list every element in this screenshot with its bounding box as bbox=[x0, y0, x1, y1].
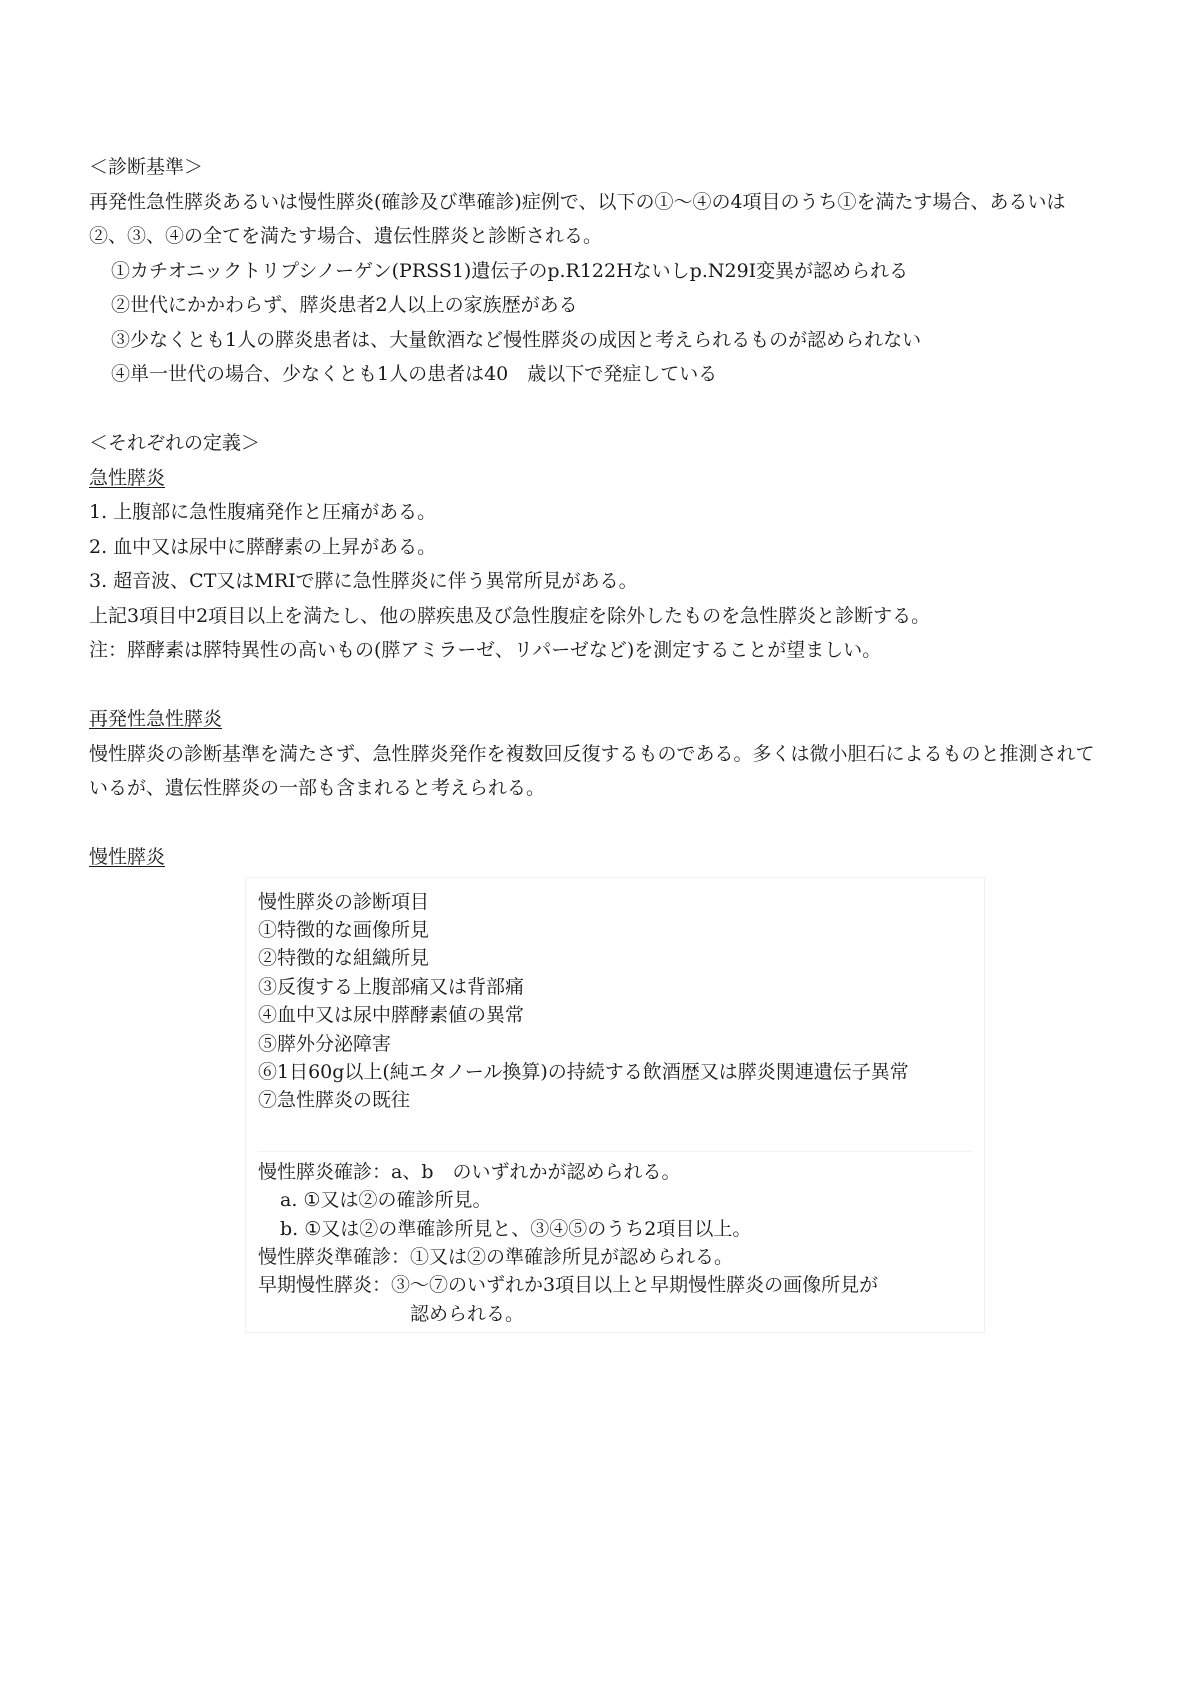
recurrent-text: 慢性膵炎の診断基準を満たさず、急性膵炎発作を複数回反復するものである。多くは微小胆石によるものと推測されているが、遺伝性膵炎の一部も含まれると考えられる。 bbox=[89, 742, 1095, 799]
chronic-items-section bbox=[258, 888, 972, 1152]
chronic-item-2: ②特徴的な組織所見 bbox=[258, 947, 430, 970]
chronic-probable: 慢性膵炎準確診：①又は②の準確診所見が認められる。 bbox=[258, 1245, 734, 1268]
acute-note: 注：膵酵素は膵特異性の高いもの(膵アミラーゼ、リパーゼなど)を測定することが望ましい。 bbox=[89, 639, 882, 661]
chronic-definite: 慢性膵炎確診：a、b のいずれかが認められる。 bbox=[258, 1160, 681, 1183]
criteria-heading: ＜診断基準＞ bbox=[89, 156, 204, 178]
acute-item-2: 2. 血中又は尿中に膵酵素の上昇がある。 bbox=[89, 535, 437, 558]
criteria-item-1: ①カチオニックトリプシノーゲン(PRSS1)遺伝子のp.R122Hないしp.N29I変異が認められる bbox=[111, 259, 909, 282]
acute-item-3: 3. 超音波、CT又はMRIで膵に急性膵炎に伴う異常所見がある。 bbox=[89, 570, 638, 592]
criteria-intro: 再発性急性膵炎あるいは慢性膵炎(確診及び準確診)症例で、以下の①～④の4項目のうち①を満たす場合、あるいは②、③、④の全てを満たす場合、遺伝性膵炎と診断される。 bbox=[89, 190, 1066, 247]
recurrent-title: 再発性急性膵炎 bbox=[89, 708, 223, 730]
acute-item-1: 1. 上腹部に急性腹痛発作と圧痛がある。 bbox=[89, 501, 437, 523]
chronic-early-line-1: 早期慢性膵炎：③～⑦のいずれか3項目以上と早期慢性膵炎の画像所見が bbox=[258, 1274, 879, 1297]
chronic-item-3: ③反復する上腹部痛又は背部痛 bbox=[258, 975, 525, 998]
criteria-item-4: ④単一世代の場合、少なくとも1人の患者は40 歳以下で発症している bbox=[111, 363, 718, 385]
definitions-heading: ＜それぞれの定義＞ bbox=[89, 432, 261, 454]
document-page bbox=[89, 150, 1099, 1333]
chronic-early-line-2: 認められる。 bbox=[410, 1302, 525, 1325]
chronic-title: 慢性膵炎 bbox=[89, 846, 166, 868]
chronic-definite-a: a. ①又は②の確診所見。 bbox=[280, 1189, 492, 1212]
acute-summary: 上記3項目中2項目以上を満たし、他の膵疾患及び急性腹症を除外したものを急性膵炎と診断する。 bbox=[89, 604, 931, 627]
chronic-criteria-box bbox=[245, 877, 985, 1334]
chronic-item-1: ①特徴的な画像所見 bbox=[258, 918, 430, 941]
chronic-item-4: ④血中又は尿中膵酵素値の異常 bbox=[258, 1004, 525, 1027]
chronic-item-5: ⑤膵外分泌障害 bbox=[258, 1032, 392, 1055]
chronic-items-title: 慢性膵炎の診断項目 bbox=[258, 890, 430, 913]
acute-title: 急性膵炎 bbox=[89, 466, 166, 489]
chronic-definite-b: b. ①又は②の準確診所見と、③④⑤のうち2項目以上。 bbox=[280, 1217, 752, 1240]
chronic-item-7: ⑦急性膵炎の既往 bbox=[258, 1089, 411, 1112]
criteria-item-3: ③少なくとも1人の膵炎患者は、大量飲酒など慢性膵炎の成因と考えられるものが認められない bbox=[111, 328, 922, 351]
chronic-item-6: ⑥1日60g以上(純エタノール換算)の持続する飲酒歴又は膵炎関連遺伝子異常 bbox=[258, 1060, 909, 1083]
chronic-diagnosis-section bbox=[258, 1152, 972, 1328]
criteria-item-2: ②世代にかかわらず、膵炎患者2人以上の家族歴がある bbox=[111, 294, 578, 316]
